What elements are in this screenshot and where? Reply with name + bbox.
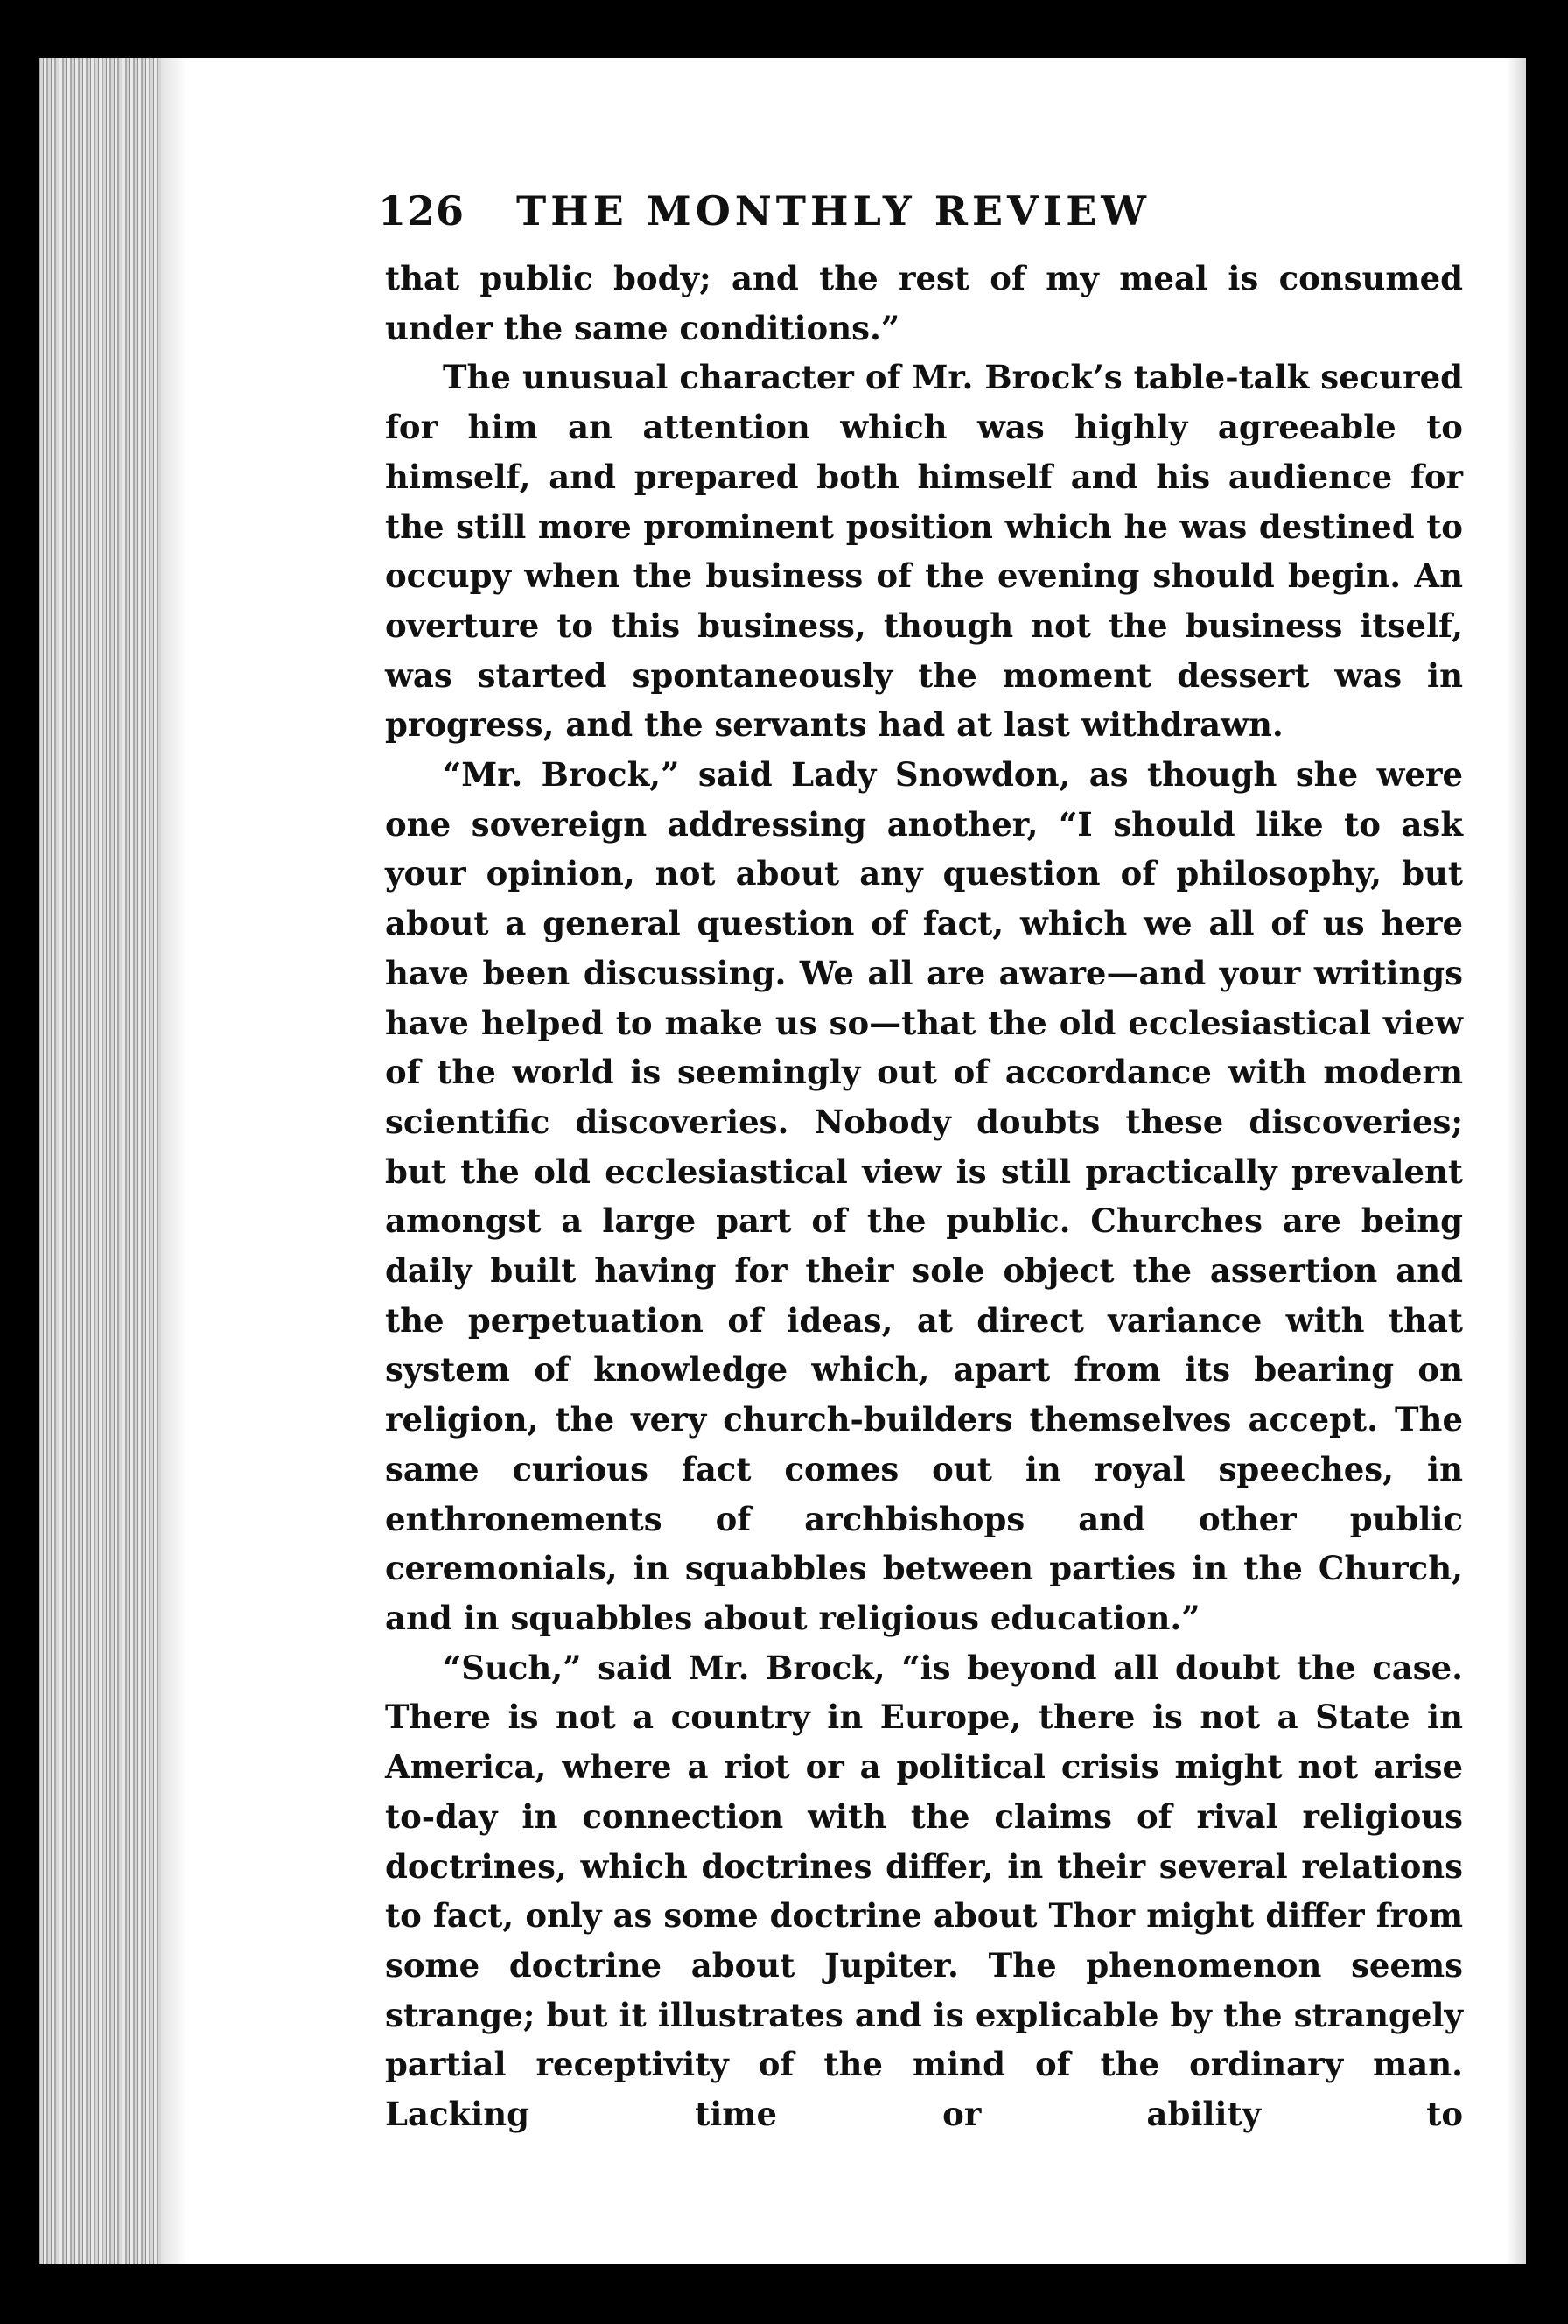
- paragraph-4: “Such,” said Mr. Brock, “is beyond all doubt the case. There is not a country in Europe, there is not a State in America, where a riot or a political crisis might not arise to-day in connection with the claims of rival religious doctrines, which doctrines differ, in their several relations to fact, only as some doctrine about Thor might differ from some doctrine about Jupiter. The phenomenon seems strange; but it illustrates and is explicable by the strangely partial receptivity of the mind of the ordinary man. Lacking time or ability to: [385, 1648, 1463, 2134]
- paragraph-1: that public body; and the rest of my meal is consumed under the same conditions.”: [385, 259, 1463, 347]
- page-header: [378, 187, 1507, 257]
- body-text: [385, 254, 1463, 2139]
- paragraph-2: The unusual character of Mr. Brock’s table-talk secured for him an attention which was highly agreeable to himself, and prepared both himself and his audience for the still more prominent position which he was destined to occupy when the business of the evening should begin. An overture to this business, though not the business itself, was started spontaneously the moment dessert was in progress, and the servants had at last withdrawn.: [385, 358, 1463, 745]
- paragraph-3: “Mr. Brock,” said Lady Snowdon, as though she were one sovereign addressing another, “I should like to ask your opinion, not about any question of philosophy, but about a general question of fact, which we all of us here have been discussing. We all are aware—and your writings have helped to make us so—that the old ecclesiastical view of the world is seemingly out of accordance with modern scientific discoveries. Nobody doubts these discoveries; but the old ecclesiastical view is still practically prevalent amongst a large part of the public. Churches are being daily built having for their sole object the assertion and the perpetuation of ideas, at direct variance with that system of knowledge which, apart from its bearing on religion, the very church-builders themselves accept. The same curious fact comes out in royal speeches, in enthronements of archbishops and other public ceremonials, in squabbles between parties in the Church, and in squabbles about religious education.”: [385, 755, 1463, 1637]
- page-edges-decoration: [38, 58, 161, 2264]
- running-head: THE MONTHLY REVIEW: [516, 187, 1151, 234]
- page-number: 126: [378, 187, 466, 234]
- book-page: [38, 58, 1526, 2264]
- binding-gutter: [1507, 58, 1526, 2264]
